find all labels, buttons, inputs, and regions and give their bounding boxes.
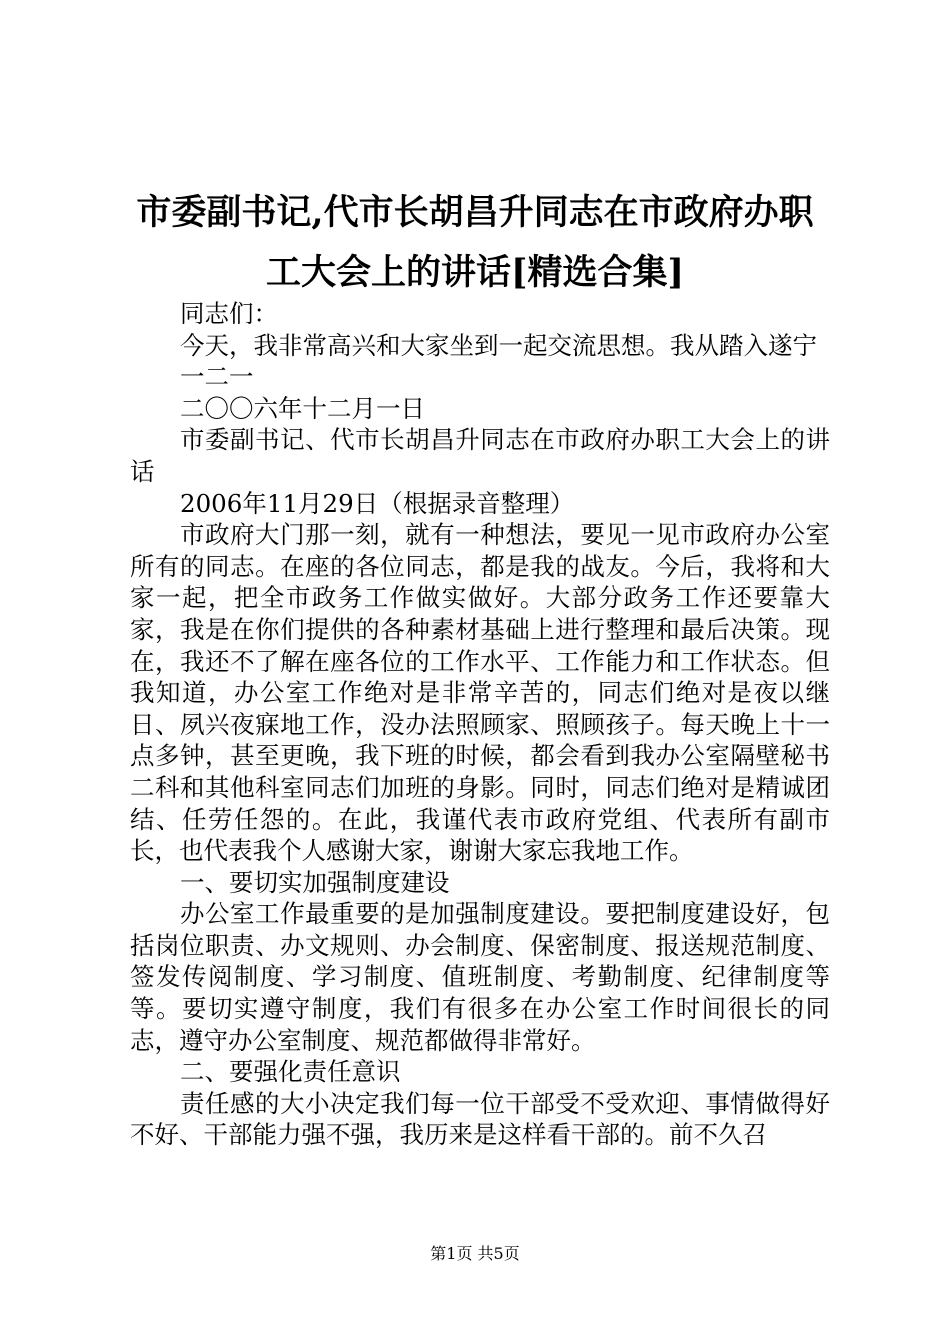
body-paragraph: 责任感的大小决定我们每一位干部受不受欢迎、事情做得好不好、干部能力强不强，我历来是这样看干部的。前不久召: [130, 1088, 830, 1150]
section-heading: 二、要强化责任意识: [180, 1057, 401, 1087]
page-number: 第1页 共5页: [430, 1244, 520, 1263]
document-title: [120, 183, 830, 303]
section-heading: 一、要切实加强制度建设: [180, 867, 450, 897]
speech-heading: 市委副书记、代市长胡昌升同志在市政府办职工大会上的讲话: [130, 425, 830, 486]
recording-date: 2006年11月29日（根据录音整理）: [180, 488, 575, 518]
body-paragraph: 今天，我非常高兴和大家坐到一起交流思想。我从踏入遂宁: [180, 330, 817, 360]
body-paragraph: 办公室工作最重要的是加强制度建设。要把制度建设好，包括岗位职责、办文规则、办会制度、保密制度、报送规范制度、签发传阅制度、学习制度、值班制度、考勤制度、纪律制度等等。要切实遵守制度，我们有很多在办公室工作时间很长的同志，遵守办公室制度、规范都做得非常好。: [130, 899, 830, 1055]
date-line: 二〇〇六年十二月一日: [180, 393, 425, 423]
title-line-1: 市委副书记,代市长胡昌升同志在市政府办职: [136, 192, 814, 233]
body-paragraph: 一二一: [180, 362, 254, 392]
document-body: [130, 298, 830, 1151]
salutation: 同志们：: [180, 299, 278, 328]
title-line-2: 工大会上的讲话[精选合集]: [265, 252, 685, 293]
body-paragraph: 市政府大门那一刻，就有一种想法，要见一见市政府办公室所有的同志。在座的各位同志，都是我的战友。今后，我将和大家一起，把全市政务工作做实做好。大部分政务工作还要靠大家，我是在你们提供的各种素材基础上进行整理和最后决策。现在，我还不了解在座各位的工作水平、工作能力和工作状态。但我知道，办公室工作绝对是非常辛苦的，同志们绝对是夜以继日、夙兴夜寐地工作，没办法照顾家、照顾孩子。每天晚上十一点多钟，甚至更晚，我下班的时候，都会看到我办公室隔壁秘书二科和其他科室同志们加班的身影。同时，同志们绝对是精诚团结、任劳任怨的。在此，我谨代表市政府党组、代表所有副市长，也代表我个人感谢大家，谢谢大家忘我地工作。: [130, 520, 830, 866]
